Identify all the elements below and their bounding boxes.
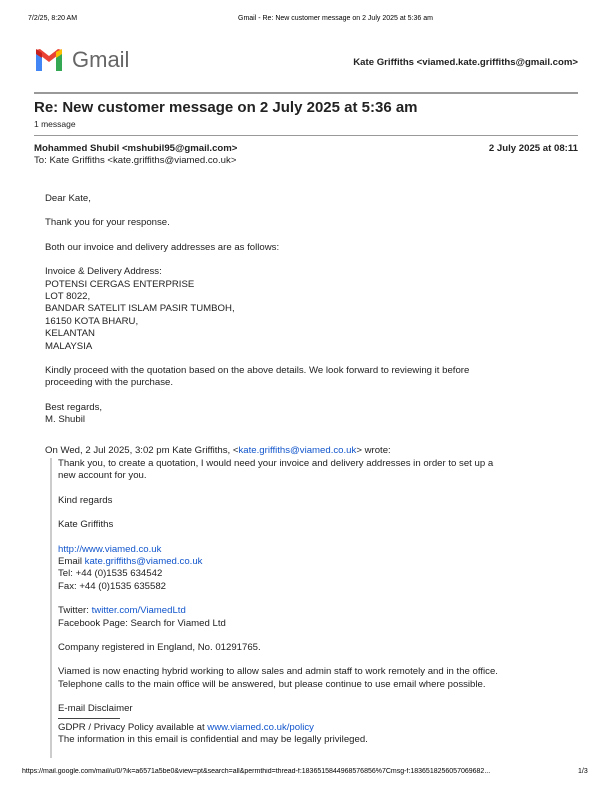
twitter-label: Twitter: [58,605,92,617]
email-link[interactable]: kate.griffiths@viamed.co.uk [84,556,203,568]
address-line: 16150 KOTA BHARU, [45,315,139,327]
address-line: POTENSI CERGAS ENTERPRISE [45,278,195,290]
facebook-text: Facebook Page: Search for Viamed Ltd [58,617,226,629]
message-date: 2 July 2025 at 08:11 [488,143,578,154]
body-text: Kindly proceed with the quotation based on the above details. We look forward to reviewing it before [45,365,470,377]
page-number: 1/3 [578,768,588,775]
quote-text: Telephone calls to the main office will be answered, but please continue to use email where possible. [58,678,486,690]
policy-link[interactable]: www.viamed.co.uk/policy [207,721,314,733]
quoted-message [50,458,498,758]
quote-text: new account for you. [58,470,147,482]
email-label: Email [58,556,85,568]
print-title: Gmail - Re: New customer message on 2 July 2025 at 5:36 am [238,15,433,22]
signoff: Best regards, [45,401,103,413]
address-line: KELANTAN [45,328,95,340]
quote-attribution [45,445,391,457]
message-count: 1 message [34,119,76,129]
attribution-text: On Wed, 2 Jul 2025, 3:02 pm Kate Griffiths, < [45,445,239,456]
body-text: proceeding with the purchase. [45,377,173,389]
greeting: Dear Kate, [45,193,91,204]
attribution-email-link[interactable]: kate.griffiths@viamed.co.uk [238,445,357,456]
print-url: https://mail.google.com/mail/u/0/?ik=a6571a5be0&view=pt&search=all&permthid=thread-f:1836515844968576856%7Cmsg-f:1836518256057069682... [22,768,491,775]
address-line: LOT 8022, [45,291,91,303]
address-line: Invoice & Delivery Address: [45,266,162,278]
twitter-link[interactable]: twitter.com/ViamedLtd [91,605,186,617]
quote-text: The information in this email is confidential and may be legally privileged. [58,734,368,746]
print-datetime: 7/2/25, 8:20 AM [28,15,78,22]
gmail-m-icon [34,48,64,72]
recipient: To: Kate Griffiths <kate.griffiths@viamed.co.uk> [34,155,237,166]
signature: M. Shubil [45,414,85,426]
divider [34,92,578,94]
signature-divider [58,718,120,719]
quote-text: Thank you, to create a quotation, I would need your invoice and delivery addresses in order to set up a [58,458,494,469]
quote-text: Viamed is now enacting hybrid working to allow sales and admin staff to work remotely and in the office. [58,666,498,678]
address-line: MALAYSIA [45,340,93,352]
fax: Fax: +44 (0)1535 635582 [58,580,167,592]
gdpr-label: GDPR / Privacy Policy available at [58,721,208,733]
body-text: Both our invoice and delivery addresses are as follows: [45,241,280,253]
disclaimer-title: E-mail Disclaimer [58,703,133,715]
address-line: BANDAR SATELIT ISLAM PASIR TUMBOH, [45,303,235,315]
sender: Mohammed Shubil <mshubil95@gmail.com> [34,143,238,154]
divider [34,135,578,136]
quote-text: Kate Griffiths [58,519,114,531]
message-body [45,193,469,427]
website-link[interactable]: http://www.viamed.co.uk [58,543,162,555]
company-text: Company registered in England, No. 01291765. [58,642,261,654]
gmail-logo [34,47,129,73]
quote-text: Kind regards [58,494,113,506]
attribution-text: > wrote: [356,445,391,456]
thread-subject: Re: New customer message on 2 July 2025 at 5:36 am [34,99,418,116]
gmail-logo-text: Gmail [72,47,130,72]
account-name: Kate Griffiths <viamed.kate.griffiths@gmail.com> [353,57,578,68]
phone: Tel: +44 (0)1535 634542 [58,568,163,580]
body-text: Thank you for your response. [45,217,170,229]
